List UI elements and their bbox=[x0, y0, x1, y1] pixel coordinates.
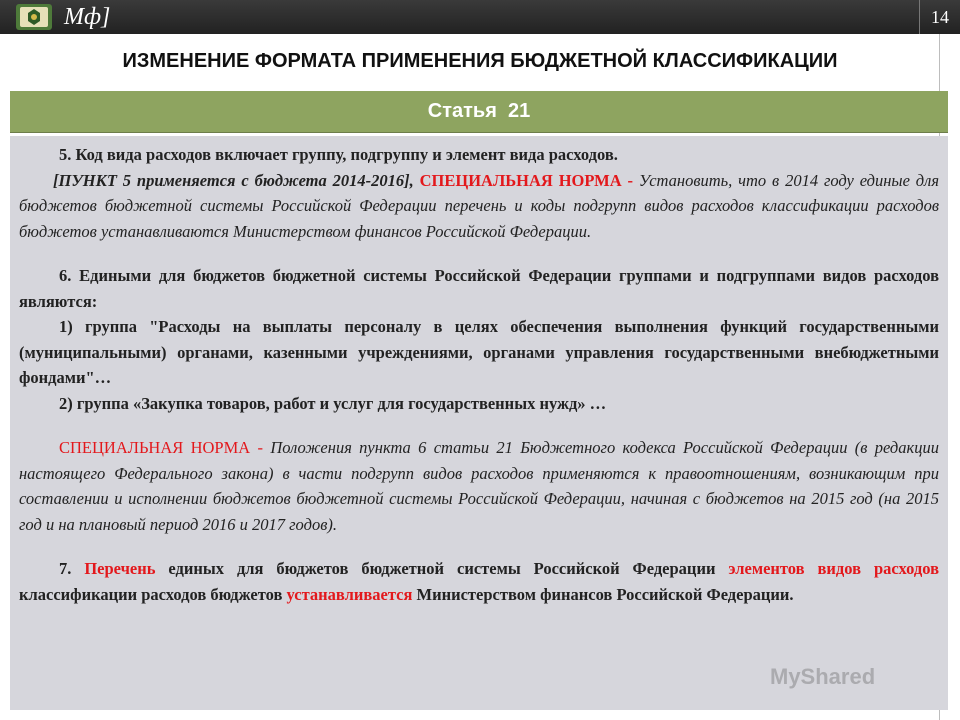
p7-text-3: Министерством финансов Российской Федерации. bbox=[416, 584, 794, 604]
special-norm-label: СПЕЦИАЛЬНАЯ НОРМА - bbox=[419, 170, 633, 190]
p7-highlight-list: Перечень bbox=[84, 559, 156, 578]
special-norm-text-2: Положения пункта 6 статьи 21 Бюджетного кодекса Российской Федерации (в редакции настоящего Федерального закона) в части подгрупп видов расходов применяются к правоотношениям, возникающим при составлении и исполнении бюджетов бюджетной системы Российской Федерации, начиная с бюджетов на 2015 год (на 2015 год и на плановый период 2016 и 2017 годов). bbox=[19, 438, 940, 534]
paragraph-7 bbox=[19, 556, 939, 607]
page-number: 14 bbox=[919, 0, 960, 34]
special-norm-label-2: СПЕЦИАЛЬНАЯ НОРМА - bbox=[59, 438, 263, 457]
content-panel bbox=[10, 136, 948, 710]
paragraph-5: 5. Код вида расходов включает группу, подгруппу и элемент вида расходов. bbox=[59, 145, 618, 164]
bracket-note: [ПУНКТ 5 применяется с бюджета 2014-2016], bbox=[53, 170, 414, 190]
page-title: ИЗМЕНЕНИЕ ФОРМАТА ПРИМЕНЕНИЯ БЮДЖЕТНОЙ КЛАССИФИКАЦИИ bbox=[122, 50, 838, 72]
p7-highlight-elements: элементов видов расходов bbox=[728, 559, 939, 578]
p7-highlight-established: устанавливается bbox=[286, 584, 413, 604]
watermark: MyShared bbox=[770, 664, 876, 689]
special-norm-paragraph bbox=[19, 435, 939, 537]
group-2: 2) группа «Закупка товаров, работ и услуг для государственных нужд» … bbox=[59, 393, 607, 413]
p7-text-2: классификации расходов бюджетов bbox=[19, 584, 283, 604]
paragraph-5-note bbox=[19, 168, 939, 245]
paragraph-6: 6. Едиными для бюджетов бюджетной системы Российской Федерации группами и подгруппами видов расходов являются: bbox=[19, 266, 939, 311]
brand-logo: Мф] bbox=[64, 4, 111, 30]
special-norm-text: Установить, что в 2014 году единые для бюджетов бюджетной системы Российской Федерации перечень и коды подгрупп видов расходов классификации расходов бюджетов устанавливаются Министерством финансов Российской Федерации. bbox=[19, 170, 940, 241]
article-label: Статья 21 bbox=[427, 100, 531, 122]
ministry-emblem-icon bbox=[12, 2, 56, 32]
p7-number: 7. bbox=[59, 559, 72, 578]
top-bar bbox=[0, 0, 960, 34]
p7-text-1: единых для бюджетов бюджетной системы Российской Федерации bbox=[168, 559, 716, 578]
group-1: 1) группа "Расходы на выплаты персоналу в целях обеспечения выполнения функций государственными (муниципальными) органами, казенными учреждениями, органами управления государственными внебюджетными фондами"… bbox=[19, 317, 939, 387]
article-header bbox=[10, 91, 948, 133]
